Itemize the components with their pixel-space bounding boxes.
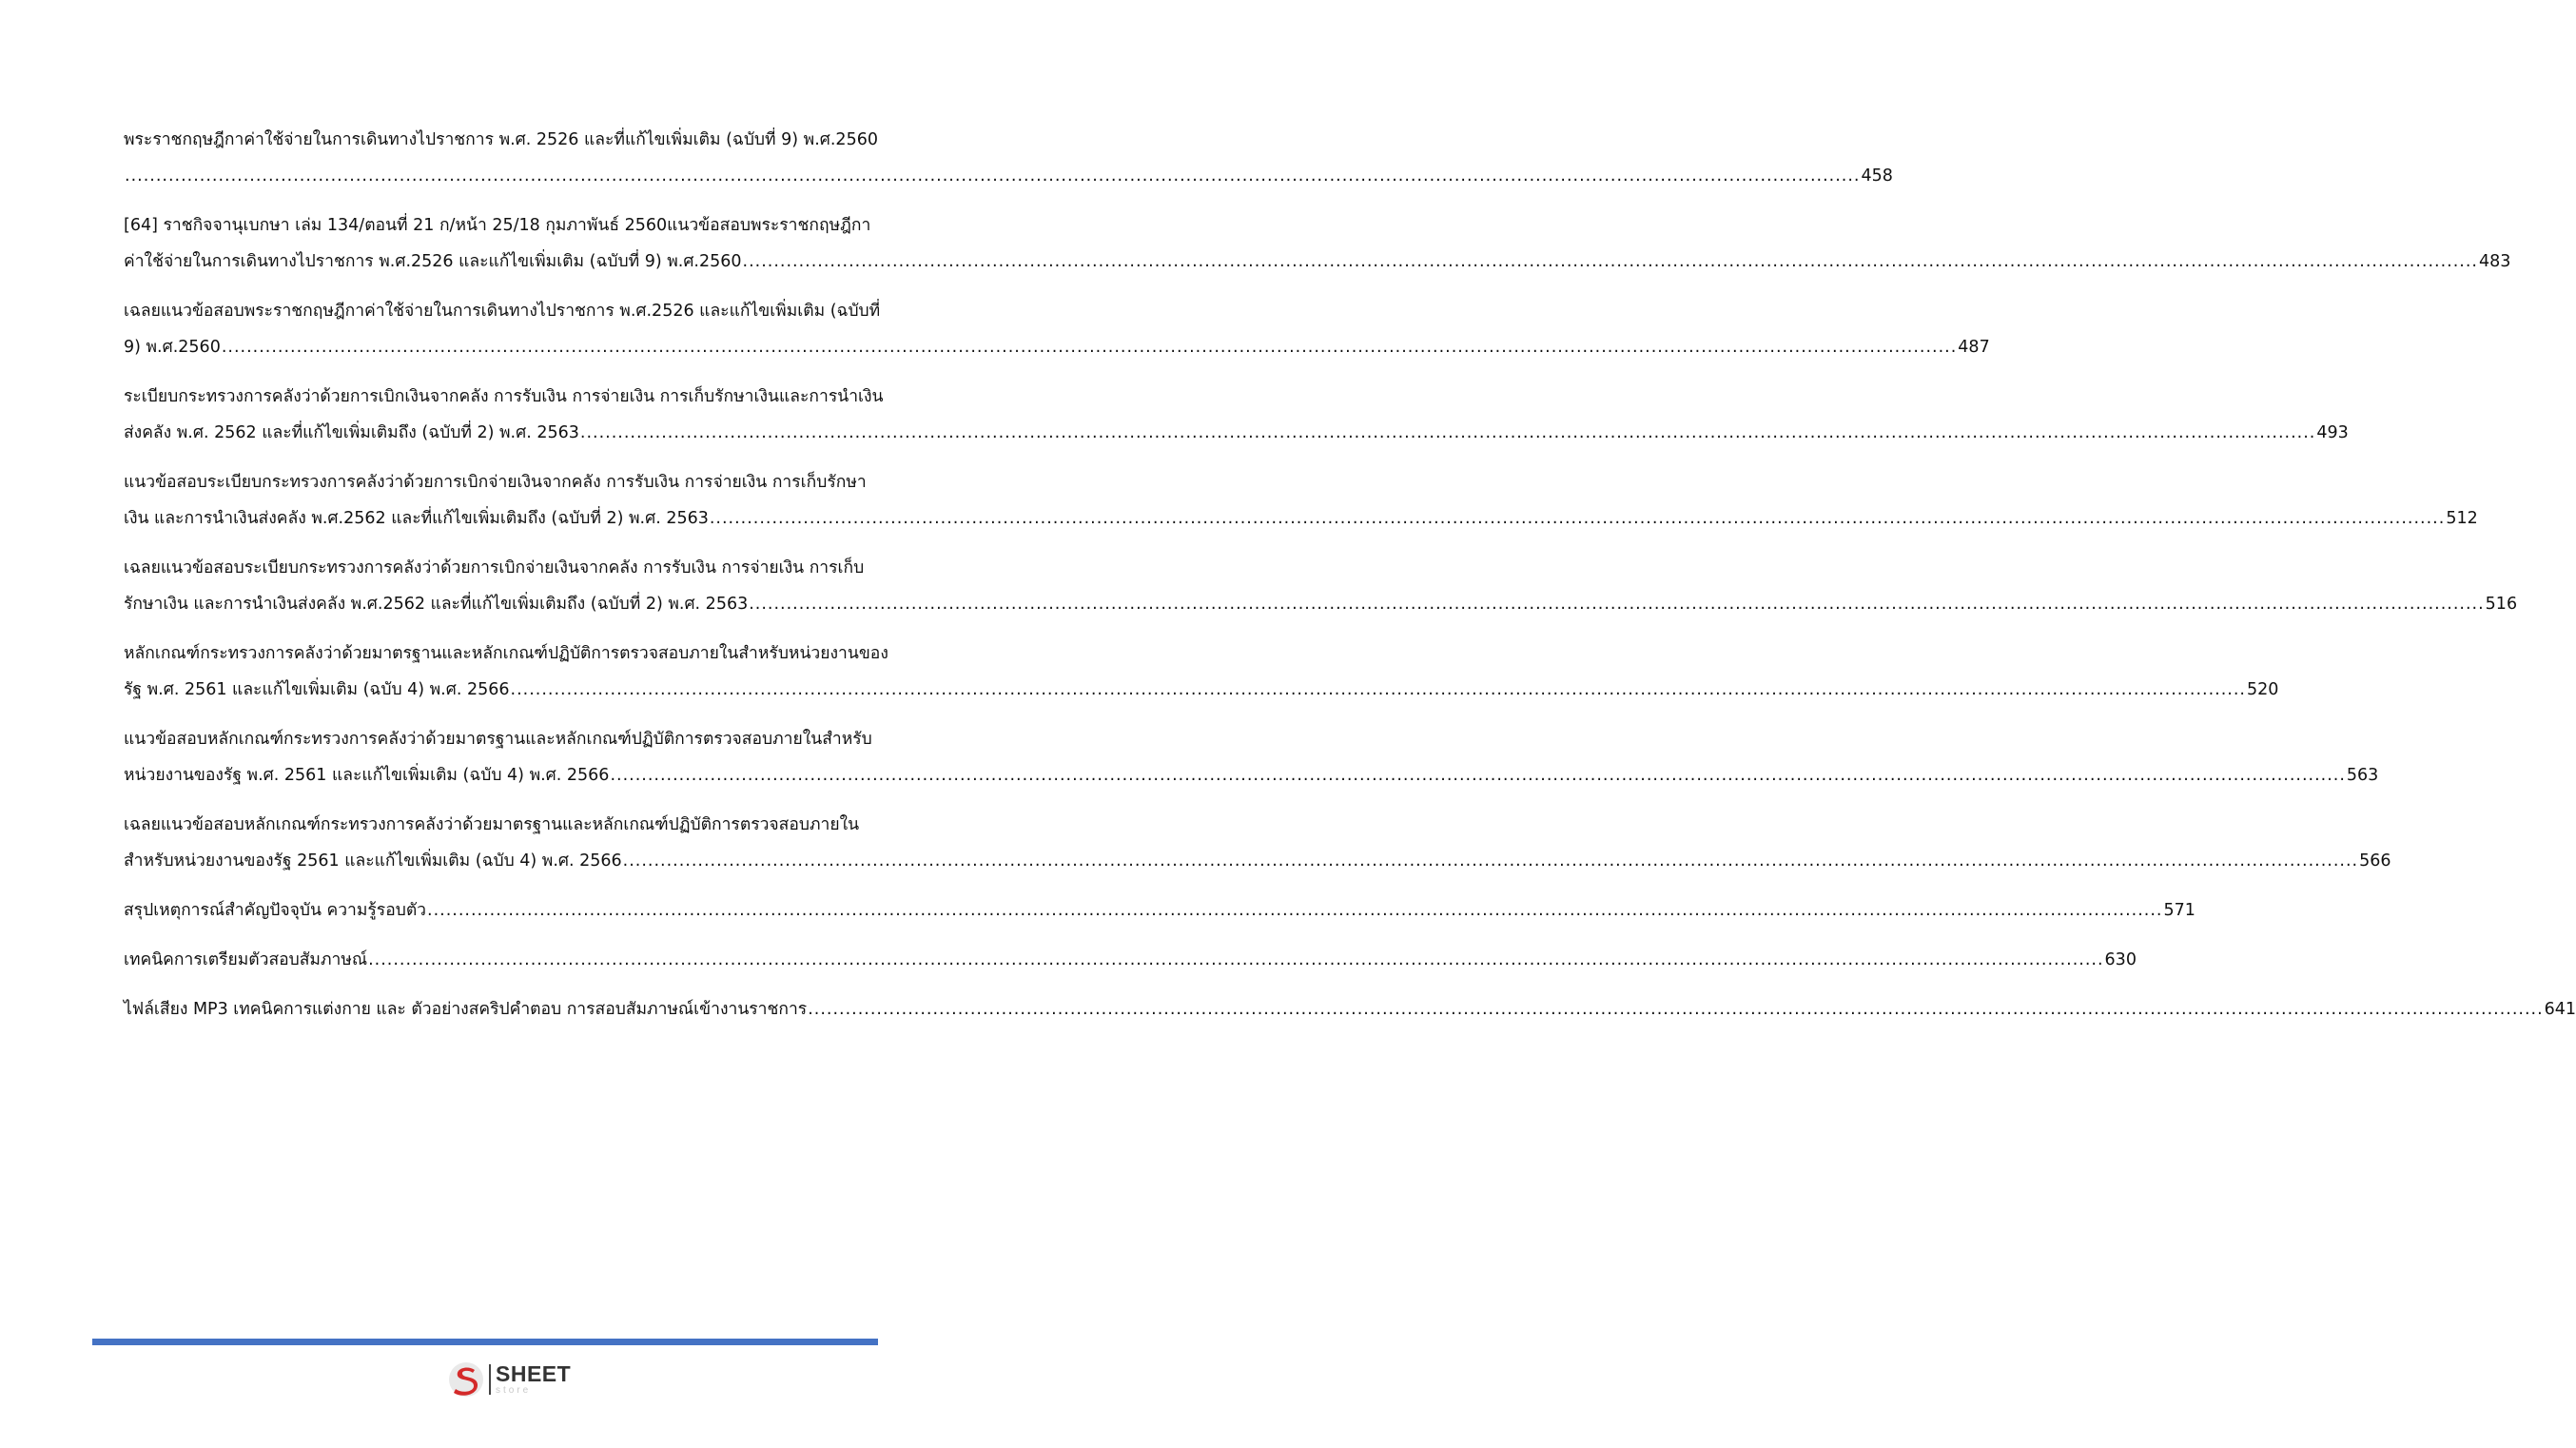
- toc-page-number: 563: [2346, 766, 2379, 785]
- dot-leader: [749, 586, 2484, 622]
- toc-entry-line: ระเบียบกระทรวงการคลังว่าด้วยการเบิกเงินจากคลัง การรับเงิน การจ่ายเงิน การเก็บรักษาเงินและการนำเงิน: [124, 387, 884, 406]
- logo-separator: [489, 1364, 491, 1395]
- table-of-contents: [124, 122, 2576, 1041]
- toc-entry-line: แนวข้อสอบระเบียบกระทรวงการคลังว่าด้วยการเบิกจ่ายเงินจากคลัง การรับเงิน การจ่ายเงิน การเก็บรักษา: [124, 473, 867, 492]
- toc-entry-final-line: [124, 757, 2379, 793]
- sheet-store-logo-icon: [447, 1360, 485, 1399]
- toc-entry[interactable]: [124, 122, 1893, 194]
- dot-leader: [222, 329, 1957, 365]
- toc-page-number: 630: [2104, 950, 2137, 969]
- toc-entry[interactable]: [124, 721, 2379, 793]
- toc-entry-title: ไฟล์เสียง MP3 เทคนิคการแต่งกาย และ ตัวอย่างสคริปคำตอบ การสอบสัมภาษณ์เข้างานราชการ: [124, 1000, 808, 1019]
- toc-entry-line: แนวข้อสอบหลักเกณฑ์กระทรวงการคลังว่าด้วยมาตรฐานและหลักเกณฑ์ปฏิบัติการตรวจสอบภายในสำหรับ: [124, 730, 872, 749]
- toc-page-number: 458: [1861, 166, 1893, 186]
- toc-entry-title: ค่าใช้จ่ายในการเดินทางไปราชการ พ.ศ.2526 และแก้ไขเพิ่มเติม (ฉบับที่ 9) พ.ศ.2560: [124, 252, 742, 271]
- toc-page-number: 516: [2485, 595, 2518, 614]
- toc-entry-final-line: [124, 942, 2137, 978]
- toc-entry[interactable]: [124, 550, 2518, 622]
- toc-entry-final-line: [124, 586, 2518, 622]
- toc-page-number: 520: [2246, 680, 2279, 699]
- toc-entry-final-line: [124, 329, 1990, 365]
- toc-entry[interactable]: [124, 464, 2478, 537]
- toc-page-number: 512: [2446, 509, 2478, 528]
- logo-text: [496, 1363, 571, 1396]
- toc-entry-final-line: [124, 892, 2195, 929]
- toc-entry-title: เงิน และการนำเงินส่งคลัง พ.ศ.2562 และที่แก้ไขเพิ่มเติมถึง (ฉบับที่ 2) พ.ศ. 2563: [124, 509, 709, 528]
- toc-entry-title: ส่งคลัง พ.ศ. 2562 และที่แก้ไขเพิ่มเติมถึง (ฉบับที่ 2) พ.ศ. 2563: [124, 423, 579, 442]
- toc-entry[interactable]: [124, 942, 2137, 978]
- toc-entry-title: สำหรับหน่วยงานของรัฐ 2561 และแก้ไขเพิ่มเติม (ฉบับ 4) พ.ศ. 2566: [124, 851, 622, 871]
- toc-page-number: 483: [2479, 252, 2511, 271]
- toc-page-number: 487: [1958, 338, 1990, 357]
- toc-entry-line: เฉลยแนวข้อสอบพระราชกฤษฎีกาค่าใช้จ่ายในการเดินทางไปราชการ พ.ศ.2526 และแก้ไขเพิ่มเติม (ฉบับที่: [124, 302, 881, 321]
- toc-entry[interactable]: [124, 379, 2349, 451]
- dot-leader: [808, 991, 2543, 1027]
- dot-leader: [610, 757, 2345, 793]
- dot-leader: [511, 672, 2246, 708]
- toc-entry-final-line: [124, 158, 1893, 194]
- toc-entry-final-line: [124, 244, 2511, 280]
- toc-page-number: 566: [2359, 851, 2391, 871]
- toc-entry-final-line: [124, 415, 2349, 451]
- logo-subword: store: [496, 1385, 532, 1396]
- footer-rule: [92, 1339, 878, 1345]
- toc-entry[interactable]: [124, 892, 2195, 929]
- toc-entry-title: รัฐ พ.ศ. 2561 และแก้ไขเพิ่มเติม (ฉบับ 4) พ.ศ. 2566: [124, 680, 510, 699]
- toc-entry[interactable]: [124, 293, 1990, 365]
- dot-leader: [623, 843, 2358, 879]
- toc-entry-line: เฉลยแนวข้อสอบระเบียบกระทรวงการคลังว่าด้วยการเบิกจ่ายเงินจากคลัง การรับเงิน การจ่ายเงิน การเก็บ: [124, 558, 865, 577]
- toc-entry-title: เทคนิคการเตรียมตัวสอบสัมภาษณ์: [124, 950, 368, 969]
- toc-entry-title: 9) พ.ศ.2560: [124, 338, 221, 357]
- logo-word: SHEET: [496, 1361, 572, 1386]
- toc-entry[interactable]: [124, 807, 2391, 879]
- dot-leader: [580, 415, 2315, 451]
- dot-leader: [710, 500, 2445, 537]
- toc-entry[interactable]: [124, 991, 2576, 1027]
- dot-leader: [125, 158, 1860, 194]
- toc-entry-final-line: [124, 991, 2576, 1027]
- dot-leader: [427, 892, 2162, 929]
- dot-leader: [368, 942, 2103, 978]
- toc-entry[interactable]: [124, 207, 2511, 280]
- toc-entry-line: พระราชกฤษฎีกาค่าใช้จ่ายในการเดินทางไปราชการ พ.ศ. 2526 และที่แก้ไขเพิ่มเติม (ฉบับที่ 9) พ.ศ.2560: [124, 130, 878, 149]
- toc-entry-line: [64] ราชกิจจานุเบกษา เล่ม 134/ตอนที่ 21 ก/หน้า 25/18 กุมภาพันธ์ 2560แนวข้อสอบพระราชกฤษฎีกา: [124, 216, 871, 235]
- toc-entry-title: สรุปเหตุการณ์สำคัญปัจจุบัน ความรู้รอบตัว: [124, 901, 427, 920]
- toc-page-number: 493: [2316, 423, 2349, 442]
- toc-page-number: 641: [2544, 1000, 2576, 1019]
- toc-entry-line: เฉลยแนวข้อสอบหลักเกณฑ์กระทรวงการคลังว่าด้วยมาตรฐานและหลักเกณฑ์ปฏิบัติการตรวจสอบภายใน: [124, 815, 860, 834]
- dot-leader: [743, 244, 2478, 280]
- toc-entry-title: รักษาเงิน และการนำเงินส่งคลัง พ.ศ.2562 และที่แก้ไขเพิ่มเติมถึง (ฉบับที่ 2) พ.ศ. 2563: [124, 595, 749, 614]
- toc-entry-final-line: [124, 672, 2279, 708]
- toc-entry-title: หน่วยงานของรัฐ พ.ศ. 2561 และแก้ไขเพิ่มเติม (ฉบับ 4) พ.ศ. 2566: [124, 766, 610, 785]
- toc-entry-final-line: [124, 843, 2391, 879]
- toc-entry-final-line: [124, 500, 2478, 537]
- toc-page-number: 571: [2163, 901, 2195, 920]
- toc-entry-line: หลักเกณฑ์กระทรวงการคลังว่าด้วยมาตรฐานและหลักเกณฑ์ปฏิบัติการตรวจสอบภายในสำหรับหน่วยงานของ: [124, 644, 888, 663]
- toc-entry[interactable]: [124, 636, 2279, 708]
- sheet-store-logo: [447, 1359, 590, 1400]
